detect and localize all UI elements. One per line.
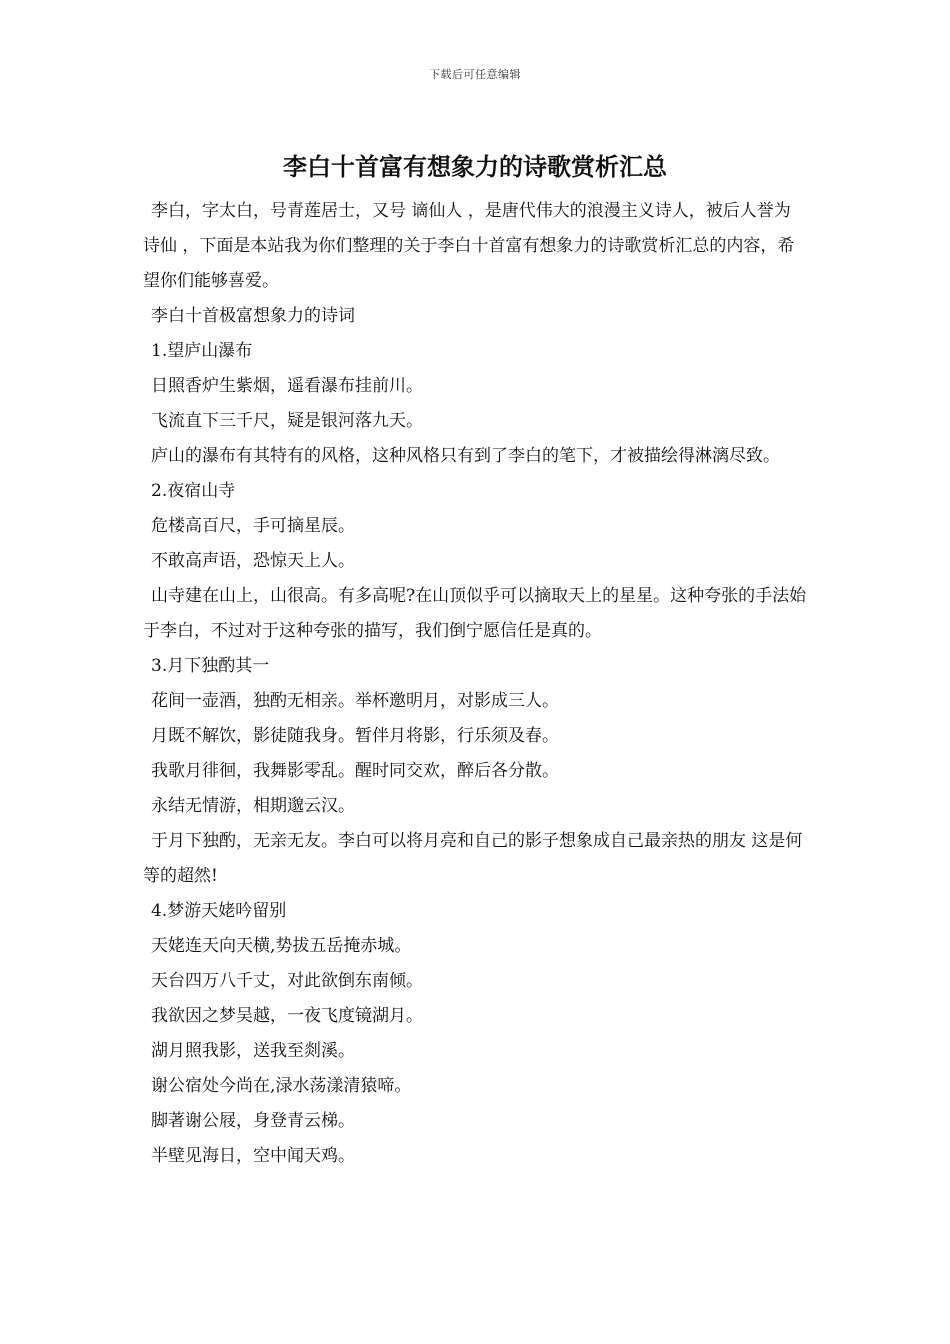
- poem-line: 月既不解饮，影徒随我身。暂伴月将影，行乐须及春。: [151, 726, 559, 746]
- poem-line: 湖月照我影，送我至剡溪。: [151, 1041, 355, 1061]
- poem-line: 花间一壶酒，独酌无相亲。举杯邀明月，对影成三人。: [151, 691, 559, 711]
- poem-line: 半壁见海日，空中闻天鸡。: [151, 1146, 355, 1166]
- document-title: 李白十首富有想象力的诗歌赏析汇总: [283, 153, 667, 181]
- poem-line: 我歌月徘徊，我舞影零乱。醒时同交欢，醉后各分散。: [151, 761, 559, 781]
- poem-line: 谢公宿处今尚在,渌水荡漾清猿啼。: [151, 1076, 412, 1096]
- poem-line: 不敢高声语，恐惊天上人。: [151, 551, 355, 571]
- document-body: [143, 194, 808, 1174]
- poem-line: 我欲因之梦吴越，一夜飞度镜湖月。: [151, 1006, 423, 1026]
- commentary-paragraph: 庐山的瀑布有其特有的风格，这种风格只有到了李白的笔下，才被描绘得淋漓尽致。: [151, 446, 780, 466]
- poem-line: 日照香炉生紫烟，遥看瀑布挂前川。: [151, 376, 423, 396]
- poem-title-2: 2.夜宿山寺: [151, 481, 236, 501]
- intro-paragraph: 李白，字太白，号青莲居士，又号 谪仙人 ，是唐代伟大的浪漫主义诗人，被后人誉为 诗仙 ，下面是本站我为你们整理的关于李白十首富有想象力的诗歌赏析汇总的内容，希望你们能够喜爱。: [143, 201, 795, 291]
- header-note: 下载后可任意编辑: [429, 68, 521, 81]
- poem-line: 脚著谢公屐，身登青云梯。: [151, 1111, 355, 1131]
- poem-line: 飞流直下三千尺，疑是银河落九天。: [151, 411, 423, 431]
- section-heading: 李白十首极富想象力的诗词: [151, 306, 355, 326]
- commentary-paragraph: 山寺建在山上，山很高。有多高呢?在山顶似乎可以摘取天上的星星。这种夸张的手法始于李白，不过对于这种夸张的描写，我们倒宁愿信任是真的。: [143, 586, 807, 641]
- poem-title-1: 1.望庐山瀑布: [151, 341, 253, 361]
- poem-line: 永结无情游，相期邈云汉。: [151, 796, 355, 816]
- poem-title-4: 4.梦游天姥吟留别: [151, 901, 287, 921]
- commentary-paragraph: 于月下独酌，无亲无友。李白可以将月亮和自己的影子想象成自己最亲热的朋友 这是何等的超然!: [143, 831, 803, 886]
- poem-line: 危楼高百尺，手可摘星辰。: [151, 516, 355, 536]
- poem-line: 天台四万八千丈，对此欲倒东南倾。: [151, 971, 423, 991]
- poem-title-3: 3.月下独酌其一: [151, 656, 270, 676]
- poem-line: 天姥连天向天横,势拔五岳掩赤城。: [151, 936, 412, 956]
